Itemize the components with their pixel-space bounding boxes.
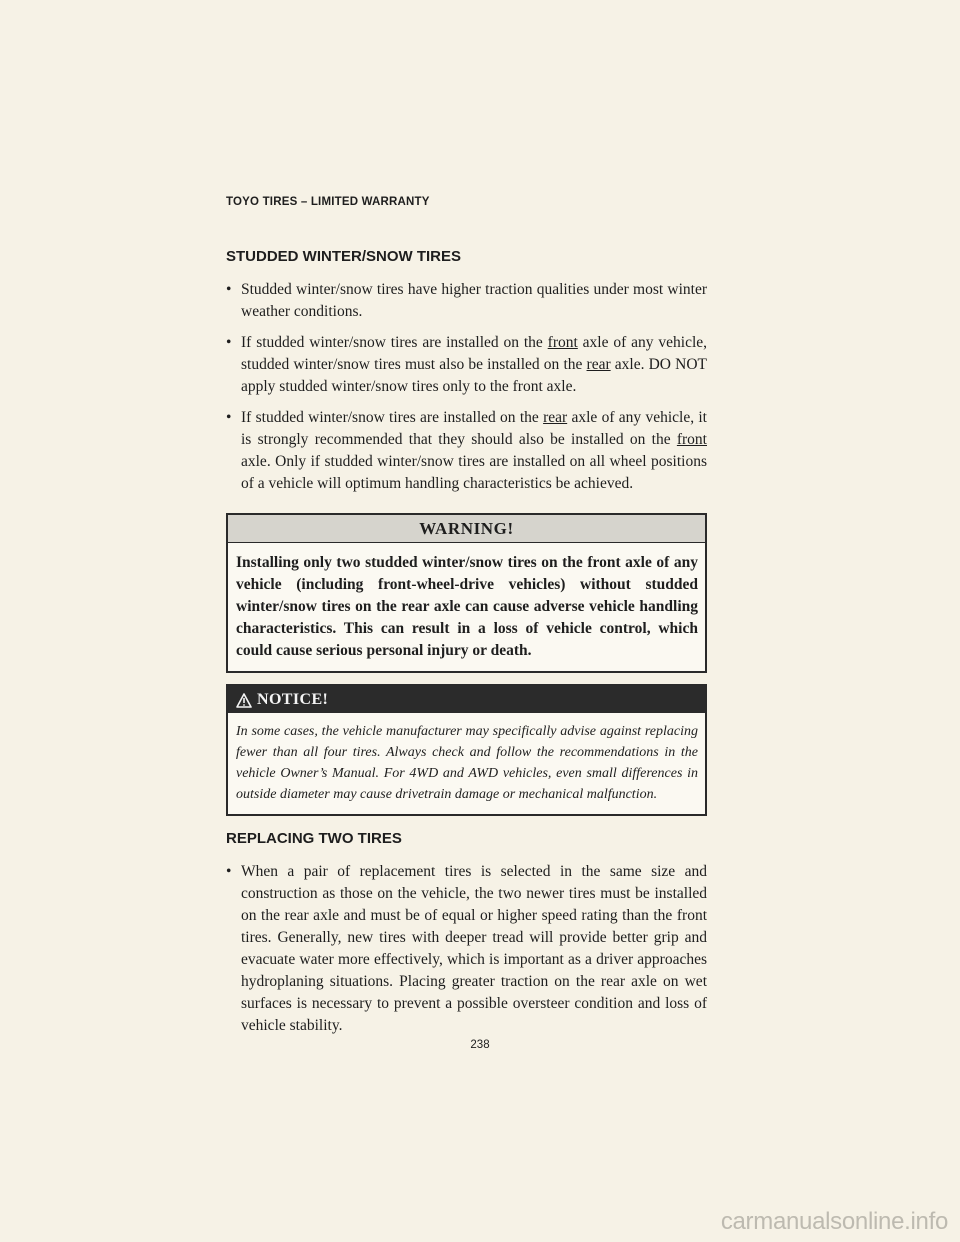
running-header: TOYO TIRES – LIMITED WARRANTY <box>226 196 430 208</box>
warning-text: Installing only two studded winter/snow tires on the front axle of any vehicle (including front-wheel-drive vehicles) without studded winter/snow tires on the rear axle can cause adverse vehicle handling characteristics. This can result in a loss of vehicle control, which could cause serious personal injury or death. <box>236 554 698 659</box>
section-heading-studded: STUDDED WINTER/SNOW TIRES <box>226 248 461 265</box>
underlined-term: front <box>547 334 578 351</box>
notice-triangle-icon <box>236 693 252 708</box>
notice-text: In some cases, the vehicle manufacturer may specifically advise against replacing fewer than all four tires. Always check and follow the recommendations in the vehicle Owner’s Manual. For 4WD and AWD vehicles, even small differences in outside diameter may cause drivetrain damage or mechanical malfunction. <box>236 724 698 802</box>
list-item: • When a pair of replacement tires is selected in the same size and construction as those on the vehicle, the two newer tires must be installed on the rear axle and must be of equal or higher speed rating than the front tires. Generally, new tires with deeper tread will provide better grip and evacuate water more effectively, which is important as a driver approaches hydroplaning situations. Placing greater traction on the rear axle on wet surfaces is necessary to prevent a possible oversteer condition and loss of vehicle stability. <box>226 861 707 1037</box>
notice-header <box>228 686 705 713</box>
list-item: • If studded winter/snow tires are installed on the rear axle of any vehicle, it is strongly recommended that they should also be installed on the front axle. Only if studded winter/snow tires are installed on all wheel positions of a vehicle will optimum handling characteristics be achieved. <box>226 407 707 495</box>
notice-box <box>226 684 707 816</box>
list-item: • Studded winter/snow tires have higher traction qualities under most winter weather conditions. <box>226 279 707 323</box>
section-heading-replacing: REPLACING TWO TIRES <box>226 830 402 847</box>
underlined-term: rear <box>543 409 568 426</box>
list-item: • If studded winter/snow tires are installed on the front axle of any vehicle, studded winter/snow tires must also be installed on the rear axle. DO NOT apply studded winter/snow tires only to the front axle. <box>226 332 707 398</box>
notice-title: NOTICE! <box>257 691 329 708</box>
page-number: 238 <box>470 1039 490 1051</box>
underlined-term: rear <box>586 356 611 373</box>
underlined-term: front <box>676 431 707 448</box>
page-content <box>226 248 707 1046</box>
studded-bullet-list <box>226 279 707 495</box>
warning-title: WARNING! <box>228 515 705 543</box>
warning-box <box>226 513 707 673</box>
replacing-bullet-list <box>226 861 707 1037</box>
watermark: carmanualsonline.info <box>720 1208 948 1235</box>
